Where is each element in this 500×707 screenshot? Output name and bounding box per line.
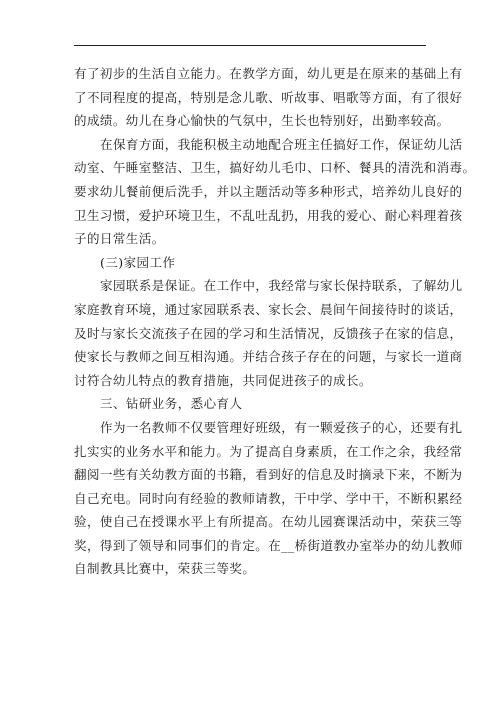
text-line: 家园联系是保证。在工作中，我经常与家长保持联系，了解幼儿 — [100, 278, 463, 294]
text-line: 及时与家长交流孩子在园的学习和生活情况，反馈孩子在家的信息， — [74, 325, 463, 341]
text-line: 翻阅一些有关幼教方面的书籍，看到好的信息及时摘录下来，不断为 — [74, 467, 463, 483]
text-line: 作为一名教师不仅要管理好班级，有一颗爱孩子的心，还要有扎 — [100, 419, 463, 435]
text-line: 自制教具比赛中，荣获三等奖。 — [74, 561, 256, 577]
text-line: 在保育方面，我能积极主动地配合班主任搞好工作，保证幼儿活 — [100, 136, 463, 152]
text-line: 使家长与教师之间互相沟通。并结合孩子存在的问题，与家长一道商 — [74, 349, 463, 365]
text-line: 卫生习惯，爱护环境卫生，不乱吐乱扔，用我的爱心、耐心料理着孩 — [74, 207, 463, 223]
text-line: 自己充电。同时向有经验的教师请教，干中学、学中干，不断积累经 — [74, 490, 463, 506]
text-line: (三)家园工作 — [100, 254, 176, 270]
text-line: 子的日常生活。 — [74, 231, 165, 247]
text-line: 的成绩。幼儿在身心愉快的气氛中，生长也特别好，出勤率较高。 — [74, 113, 450, 129]
text-line: 三、钻研业务，悉心育人 — [100, 396, 243, 412]
text-line: 了不同程度的提高，特别是念儿歌、听故事、唱歌等方面，有了很好 — [74, 89, 463, 105]
text-line: 家庭教育环境，通过家园联系表、家长会、晨间午间接待时的谈话， — [74, 301, 463, 317]
text-line: 动室、午睡室整洁、卫生，搞好幼儿毛巾、口杯、餐具的清洗和消毒。 — [74, 160, 476, 176]
text-line: 验，使自己在授课水平上有所提高。在幼儿园赛课活动中，荣获三等 — [74, 514, 463, 530]
text-line: 奖，得到了领导和同事们的肯定。在__桥街道教办室举办的幼儿教师 — [74, 537, 463, 553]
text-line: 扎实实的业务水平和能力。为了提高自身素质，在工作之余，我经常 — [74, 443, 463, 459]
text-line: 讨符合幼儿特点的教育措施，共同促进孩子的成长。 — [74, 372, 372, 388]
document-body — [74, 62, 476, 581]
header-divider — [74, 45, 426, 46]
text-line: 要求幼儿餐前便后洗手，并以主题活动等多种形式，培养幼儿良好的 — [74, 183, 463, 199]
text-line: 有了初步的生活自立能力。在教学方面，幼儿更是在原来的基础上有 — [74, 66, 463, 81]
